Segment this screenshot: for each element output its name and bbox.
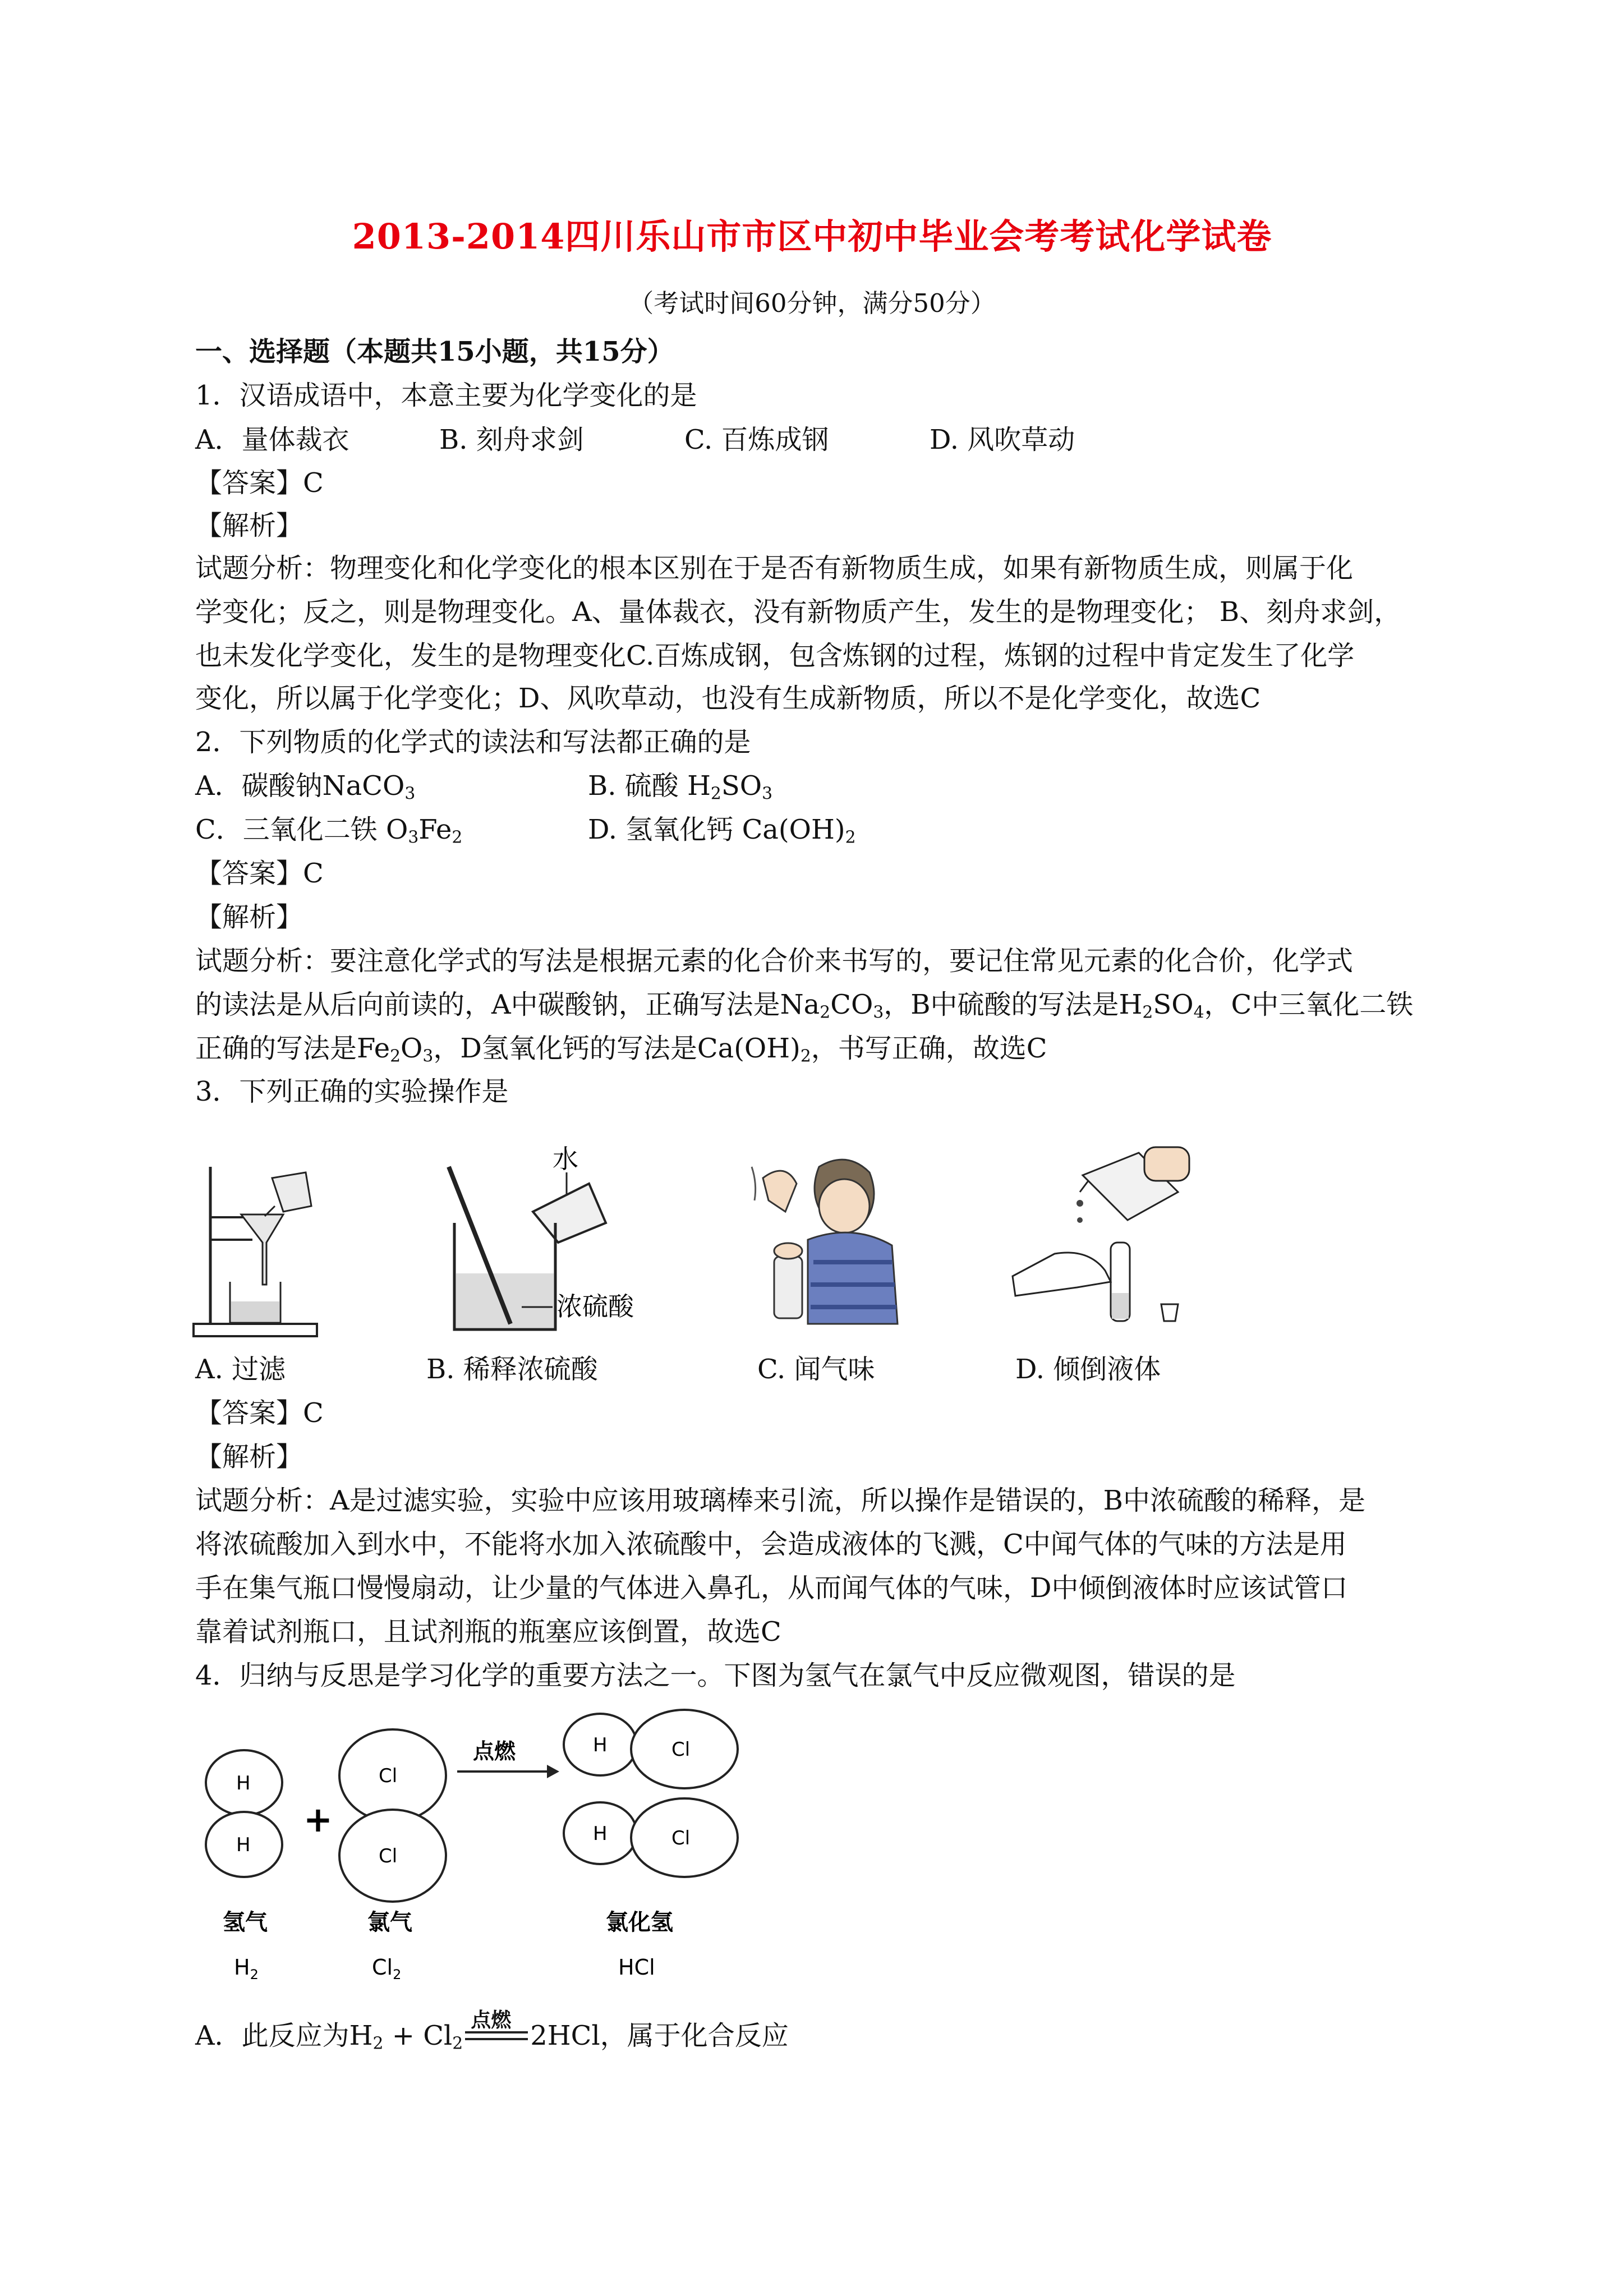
- q1-answer: 【答案】C: [195, 467, 324, 499]
- q2-option-b: B. 硫酸 $H_2SO_3$: [588, 770, 773, 804]
- name-hydrogen-chloride: 氯化氢: [606, 1910, 673, 1935]
- q4-stem: 4．归纳与反思是学习化学的重要方法之一。下图为氢气在氯气中反应微观图，错误的是: [195, 1660, 1236, 1691]
- q3-option-d: D. 倾倒液体: [1015, 1354, 1161, 1385]
- q1-option-a: A．量体裁衣: [195, 424, 349, 455]
- section-heading: 一、选择题（本题共15小题，共15分）: [195, 336, 674, 367]
- q1-stem: 1．汉语成语中，本意主要为化学变化的是: [195, 380, 697, 411]
- atom-h: H: [236, 1834, 251, 1856]
- q3-analysis-line: 手在集气瓶口慢慢扇动，让少量的气体进入鼻孔，从而闻气体的气味，D中倾倒液体时应该试管口: [195, 1572, 1348, 1604]
- q4-option-a: A．此反应为$H_2 + Cl_2$ 点燃 2HCl，属于化合反应: [195, 2008, 789, 2054]
- smelling-figure: [740, 1144, 909, 1329]
- q2-answer: 【答案】C: [195, 858, 324, 889]
- exam-title: 2013-2014四川乐山市市区中初中毕业会考考试化学试卷: [352, 216, 1272, 257]
- pouring-figure: [1010, 1142, 1200, 1332]
- atom-h: H: [593, 1823, 608, 1845]
- q3-option-b: B. 稀释浓硫酸: [426, 1354, 598, 1385]
- acid-label: 浓硫酸: [556, 1291, 634, 1322]
- q1-analysis-line: 变化，所以属于化学变化；D、风吹草动，也没有生成新物质，所以不是化学变化，故选C: [195, 683, 1261, 714]
- atom-cl: Cl: [379, 1845, 398, 1867]
- q1-analysis-tag: 【解析】: [195, 510, 303, 541]
- dilution-figure: [438, 1144, 673, 1346]
- formula-cl2: $Cl_2$: [372, 1955, 402, 1982]
- name-hydrogen: 氢气: [223, 1910, 268, 1935]
- q2-analysis-line: 的读法是从后向前读的，A中碳酸钠，正确写法是$Na_2CO_3$，B中硫酸的写法是$H_2SO_4$，C中三氧化二铁: [195, 989, 1414, 1023]
- q2-option-d: D. 氢氧化钙 $Ca(OH)_2$: [588, 814, 856, 848]
- q1-analysis-line: 学变化；反之，则是物理变化。A、量体裁衣，没有新物质产生，发生的是物理变化； B、刻舟求剑，: [195, 596, 1401, 628]
- q3-analysis-line: 将浓硫酸加入到水中，不能将水加入浓硫酸中，会造成液体的飞溅，C中闻气体的气味的方法是用: [195, 1529, 1347, 1560]
- atom-cl: Cl: [379, 1765, 398, 1787]
- atom-cl: Cl: [671, 1738, 691, 1761]
- q3-analysis-line: 试题分析：A是过滤实验，实验中应该用玻璃棒来引流，所以操作是错误的，B中浓硫酸的稀释，是: [195, 1485, 1365, 1516]
- q2-option-c: C．三氧化二铁 $O_3Fe_2$: [195, 814, 463, 848]
- reaction-condition-equals: 点燃: [463, 2027, 530, 2049]
- atom-h: H: [593, 1734, 608, 1756]
- reaction-diagram: [194, 1705, 788, 1986]
- q1-option-b: B. 刻舟求剑: [439, 424, 584, 455]
- q3-analysis-line: 靠着试剂瓶口，且试剂瓶的瓶塞应该倒置，故选C: [195, 1616, 781, 1648]
- formula-hcl: HCl: [618, 1955, 655, 1980]
- q2-analysis-line: 试题分析：要注意化学式的写法是根据元素的化合价来书写的，要记住常见元素的化合价，化学式: [195, 945, 1354, 977]
- exam-subtitle: （考试时间60分钟，满分50分）: [628, 288, 996, 318]
- q1-analysis-line: 也未发化学变化，发生的是物理变化C.百炼成钢，包含炼钢的过程，炼钢的过程中肯定发生了化学: [195, 640, 1355, 671]
- atom-cl: Cl: [671, 1827, 691, 1849]
- q1-analysis-line: 试题分析：物理变化和化学变化的根本区别在于是否有新物质生成，如果有新物质生成，则属于化: [195, 553, 1354, 584]
- atom-h: H: [236, 1772, 251, 1795]
- filtration-figure: [191, 1156, 331, 1341]
- q1-option-c: C. 百炼成钢: [684, 424, 829, 455]
- q3-stem: 3．下列正确的实验操作是: [195, 1076, 509, 1107]
- q2-stem: 2．下列物质的化学式的读法和写法都正确的是: [195, 726, 751, 758]
- q1-option-d: D. 风吹草动: [930, 424, 1075, 455]
- q3-analysis-tag: 【解析】: [195, 1441, 303, 1473]
- condition-label: 点燃: [473, 1739, 516, 1764]
- q2-analysis-tag: 【解析】: [195, 901, 303, 933]
- q3-answer: 【答案】C: [195, 1397, 324, 1429]
- water-label: 水: [553, 1144, 578, 1174]
- q2-analysis-line: 正确的写法是$Fe_2O_3$，D氢氧化钙的写法是$Ca(OH)_2$，书写正确，故选C: [195, 1033, 1047, 1066]
- name-chlorine: 氯气: [367, 1910, 412, 1935]
- plus-sign: +: [303, 1799, 333, 1840]
- arrow-icon: [547, 1765, 559, 1778]
- q3-option-c: C. 闻气味: [757, 1354, 875, 1385]
- formula-h2: $H_2$: [234, 1955, 259, 1982]
- q2-option-a: A．碳酸钠NaCO$_3$: [195, 770, 416, 804]
- q3-option-a: A. 过滤: [195, 1354, 286, 1385]
